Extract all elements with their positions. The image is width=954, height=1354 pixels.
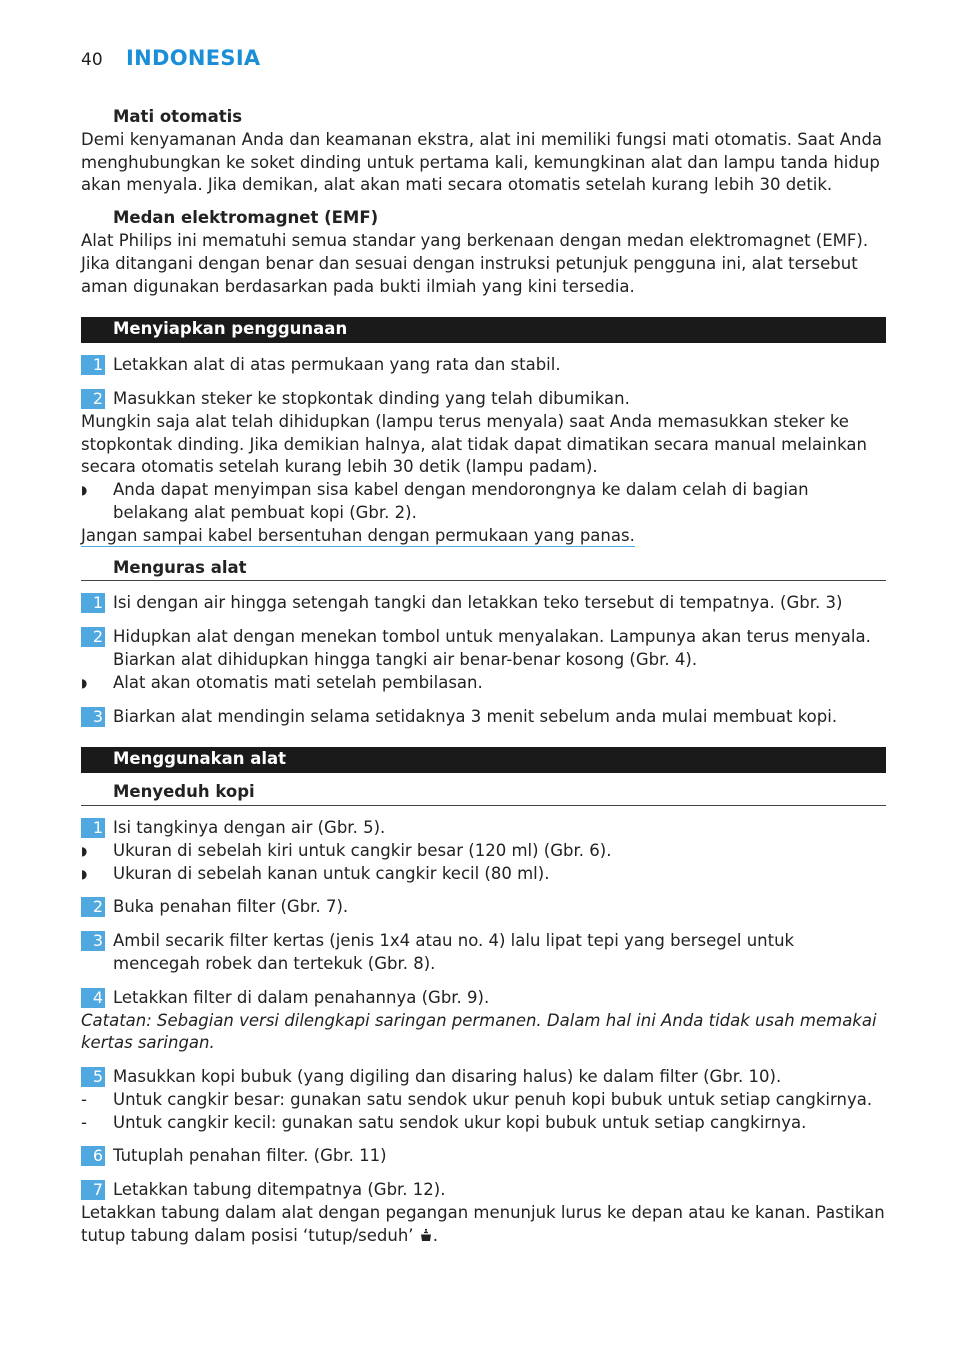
step-number-badge: 6 bbox=[81, 1146, 105, 1166]
step-number-badge: 1 bbox=[81, 355, 105, 375]
dash-marker: - bbox=[81, 1089, 87, 1109]
use-section-bar: Menggunakan alat bbox=[81, 747, 886, 773]
warning-text: Jangan sampai kabel bersentuhan dengan permukaan yang panas. bbox=[81, 525, 635, 545]
step-text: Letakkan alat di atas permukaan yang rata dan stabil. bbox=[113, 355, 561, 375]
auto-off-heading: Mati otomatis bbox=[113, 107, 243, 126]
bullet-arrow-icon: ◗ bbox=[81, 866, 88, 881]
use-bullet-1 bbox=[81, 840, 886, 863]
use-step-1 bbox=[81, 817, 886, 840]
use-step-5 bbox=[81, 1066, 886, 1089]
bullet-text: Anda dapat menyimpan sisa kabel dengan mendorongnya ke dalam celah di bagian belakang alat pembuat kopi (Gbr. 2). bbox=[113, 480, 809, 522]
flush-step-2 bbox=[81, 626, 886, 672]
step-number-badge: 1 bbox=[81, 818, 105, 838]
use-dash-2 bbox=[81, 1112, 886, 1135]
step-number-badge: 2 bbox=[81, 897, 105, 917]
dash-marker: - bbox=[81, 1112, 87, 1132]
step-number-badge: 4 bbox=[81, 988, 105, 1008]
bullet-arrow-icon: ◗ bbox=[81, 675, 88, 690]
step-text: Masukkan steker ke stopkontak dinding yang telah dibumikan. bbox=[113, 388, 630, 408]
use-step-3 bbox=[81, 930, 886, 976]
prep-step-2 bbox=[81, 388, 886, 411]
language-heading: INDONESIA bbox=[126, 46, 261, 70]
dash-text: Untuk cangkir besar: gunakan satu sendok ukur penuh kopi bubuk untuk setiap cangkirnya. bbox=[113, 1089, 873, 1109]
note-paragraph: Catatan: Sebagian versi dilengkapi saringan permanen. Dalam hal ini Anda tidak usah memakai kertas saringan. bbox=[81, 1010, 877, 1053]
step-number-badge: 3 bbox=[81, 931, 105, 951]
final-period: . bbox=[432, 1225, 439, 1245]
dash-text: Untuk cangkir kecil: gunakan satu sendok ukur kopi bubuk untuk setiap cangkirnya. bbox=[113, 1112, 807, 1132]
prep-bullet bbox=[81, 479, 886, 525]
step-text: Isi tangkinya dengan air (Gbr. 5). bbox=[113, 817, 386, 837]
emf-body: Alat Philips ini mematuhi semua standar yang berkenaan dengan medan elektromagnet (EMF). Jika ditangani dengan benar dan sesuai dengan instruksi petunjuk pengguna ini, alat tersebut aman digunakan berdasarkan pada bukti ilmiah yang kini tersedia. bbox=[81, 230, 869, 296]
bullet-text: Alat akan otomatis mati setelah pembilasan. bbox=[113, 672, 483, 692]
bullet-text: Ukuran di sebelah kiri untuk cangkir besar (120 ml) (Gbr. 6). bbox=[113, 840, 612, 860]
step-text: Masukkan kopi bubuk (yang digiling dan disaring halus) ke dalam filter (Gbr. 10). bbox=[113, 1067, 782, 1087]
use-bullet-2 bbox=[81, 863, 886, 886]
prep-step-1 bbox=[81, 354, 886, 377]
brew-lid-icon bbox=[419, 1228, 433, 1242]
flush-step-3 bbox=[81, 706, 886, 729]
step-number-badge: 3 bbox=[81, 707, 105, 727]
use-dash-1 bbox=[81, 1089, 886, 1112]
use-step-6 bbox=[81, 1145, 886, 1168]
bullet-arrow-icon: ◗ bbox=[81, 483, 88, 498]
flush-heading: Menguras alat bbox=[81, 557, 886, 582]
use-step-4 bbox=[81, 987, 886, 1010]
step-number-badge: 2 bbox=[81, 627, 105, 647]
bullet-text: Ukuran di sebelah kanan untuk cangkir kecil (80 ml). bbox=[113, 863, 550, 883]
step-text: Buka penahan filter (Gbr. 7). bbox=[113, 897, 349, 917]
step-text: Ambil secarik filter kertas (jenis 1x4 atau no. 4) lalu lipat tepi yang bersegel untuk mencegah robek dan tertekuk (Gbr. 8). bbox=[113, 931, 795, 973]
use-step-2 bbox=[81, 896, 886, 919]
step-number-badge: 5 bbox=[81, 1067, 105, 1087]
step-text: Hidupkan alat dengan menekan tombol untuk menyalakan. Lampunya akan terus menyala. Biarkan alat dihidupkan hingga tangki air benar-benar kosong (Gbr. 4). bbox=[113, 627, 871, 669]
use-step-7 bbox=[81, 1179, 886, 1202]
final-text: Letakkan tabung dalam alat dengan pegangan menunjuk lurus ke depan atau ke kanan. Pastikan tutup tabung dalam posisi ‘tutup/seduh’ bbox=[81, 1203, 885, 1245]
flush-bullet bbox=[81, 672, 886, 695]
brew-heading: Menyeduh kopi bbox=[81, 781, 886, 806]
page-number: 40 bbox=[81, 50, 103, 70]
step-text: Biarkan alat mendingin selama setidaknya 3 menit sebelum anda mulai membuat kopi. bbox=[113, 706, 838, 726]
step-text: Letakkan filter di dalam penahannya (Gbr. 9). bbox=[113, 987, 490, 1007]
manual-content bbox=[81, 106, 886, 1248]
step-text: Isi dengan air hingga setengah tangki dan letakkan teko tersebut di tempatnya. (Gbr. 3) bbox=[113, 593, 843, 613]
auto-off-body: Demi kenyamanan Anda dan keamanan ekstra, alat ini memiliki fungsi mati otomatis. Saat Anda menghubungkan ke soket dinding untuk pertama kali, kemungkinan alat dan lampu tanda hidup akan menyala. Jika demikan, alat akan mati secara otomatis setelah kurang lebih 30 detik. bbox=[81, 129, 883, 195]
step-number-badge: 2 bbox=[81, 389, 105, 409]
flush-step-1 bbox=[81, 592, 886, 615]
emf-heading: Medan elektromagnet (EMF) bbox=[113, 208, 379, 228]
final-paragraph bbox=[81, 1202, 886, 1248]
step-text: Tutuplah penahan filter. (Gbr. 11) bbox=[113, 1146, 387, 1166]
step-text: Letakkan tabung ditempatnya (Gbr. 12). bbox=[113, 1180, 446, 1200]
step-number-badge: 7 bbox=[81, 1180, 105, 1200]
bullet-arrow-icon: ◗ bbox=[81, 843, 88, 858]
prep-paragraph: Mungkin saja alat telah dihidupkan (lampu terus menyala) saat Anda memasukkan steker ke stopkontak dinding. Jika demikian halnya, alat tidak dapat dimatikan secara manual melainkan secara otomatis setelah kurang lebih 30 detik (lampu padam). bbox=[81, 411, 867, 477]
cable-warning bbox=[81, 525, 886, 548]
step-number-badge: 1 bbox=[81, 593, 105, 613]
prep-section-bar: Menyiapkan penggunaan bbox=[81, 317, 886, 343]
